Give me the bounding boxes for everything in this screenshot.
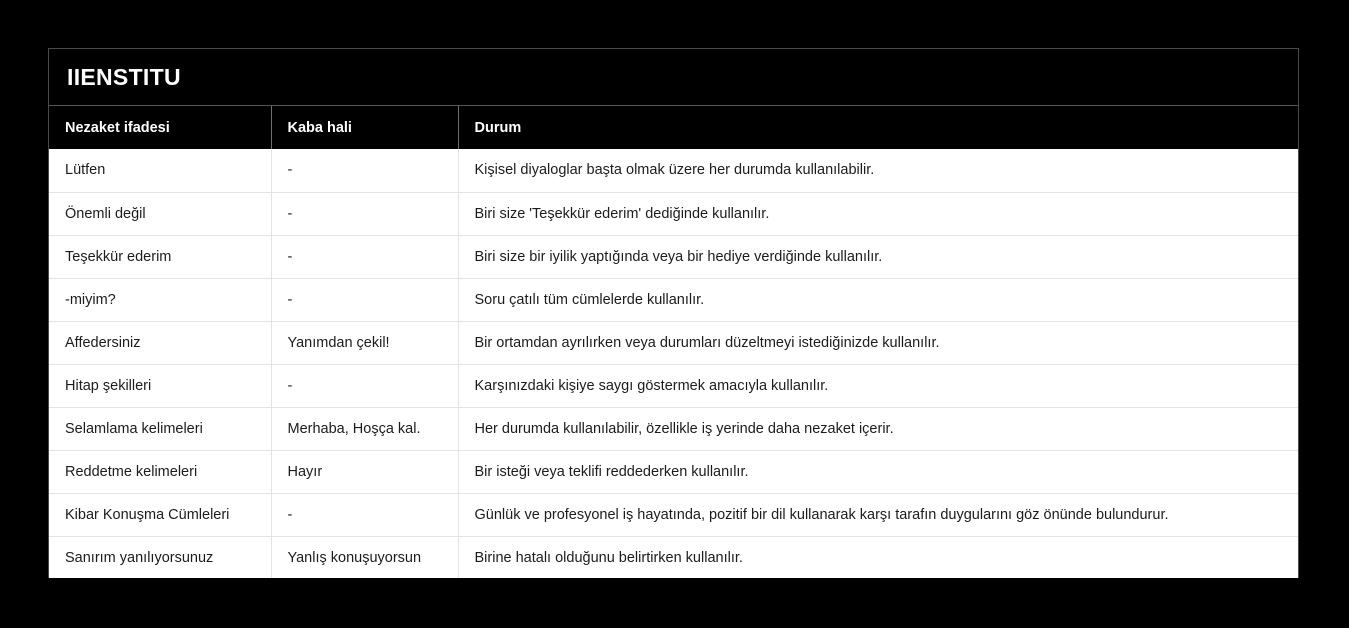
cell-status: Karşınızdaki kişiye saygı göstermek amacıyla kullanılır. [458,364,1298,407]
cell-polite-expression: Reddetme kelimeleri [49,450,271,493]
column-header-polite-expression: Nezaket ifadesi [49,106,271,149]
table-row [49,450,1298,493]
cell-polite-expression: Affedersiniz [49,321,271,364]
cell-rude-form: Merhaba, Hoşça kal. [271,407,458,450]
cell-status: Kişisel diyaloglar başta olmak üzere her durumda kullanılabilir. [458,149,1298,192]
cell-rude-form: - [271,278,458,321]
table-row [49,536,1298,578]
cell-status: Birine hatalı olduğunu belirtirken kullanılır. [474,549,743,566]
column-header-status: Durum [474,119,522,136]
cell-status: Biri size 'Teşekkür ederim' dediğinde kullanılır. [458,192,1298,235]
cell-polite-expression: -miyim? [49,278,271,321]
table-header-row [49,106,1298,149]
table-row [49,192,1298,235]
cell-polite-expression: Kibar Konuşma Cümleleri [49,493,271,536]
cell-status: Soru çatılı tüm cümlelerde kullanılır. [458,278,1298,321]
cell-polite-expression: Sanırım yanılıyorsunuz [49,536,271,578]
brand-header-bar [49,49,1298,106]
cell-polite-expression: Hitap şekilleri [49,364,271,407]
table-body [49,149,1298,578]
table-header [49,106,1298,149]
table-row [49,493,1298,536]
cell-polite-expression: Önemli değil [49,192,271,235]
cell-rude-form: Yanımdan çekil! [271,321,458,364]
brand-logo: IIENSTITU [67,63,181,90]
cell-rude-form: - [271,192,458,235]
politeness-expressions-table [49,106,1298,578]
table-row [49,149,1298,192]
cell-rude-form: Hayır [271,450,458,493]
cell-status: Her durumda kullanılabilir, özellikle iş yerinde daha nezaket içerir. [458,407,1298,450]
cell-rude-form: - [271,364,458,407]
cell-rude-form: - [271,493,458,536]
cell-status: Bir ortamdan ayrılırken veya durumları düzeltmeyi istediğinizde kullanılır. [458,321,1298,364]
column-header-rude-form: Kaba hali [271,106,458,149]
cell-status: Günlük ve profesyonel iş hayatında, pozitif bir dil kullanarak karşı tarafın duygularını göz önünde bulundurur. [458,493,1298,536]
cell-status: Biri size bir iyilik yaptığında veya bir hediye verdiğinde kullanılır. [458,235,1298,278]
cell-rude-form: Yanlış konuşuyorsun [271,536,458,578]
table-row [49,321,1298,364]
cell-polite-expression: Teşekkür ederim [49,235,271,278]
cell-status: Bir isteği veya teklifi reddederken kullanılır. [458,450,1298,493]
table-card [48,48,1299,578]
table-row [49,278,1298,321]
cell-rude-form: - [271,235,458,278]
cell-rude-form: - [271,149,458,192]
cell-polite-expression: Selamlama kelimeleri [49,407,271,450]
table-row [49,364,1298,407]
table-row [49,235,1298,278]
cell-polite-expression: Lütfen [49,149,271,192]
table-row [49,407,1298,450]
